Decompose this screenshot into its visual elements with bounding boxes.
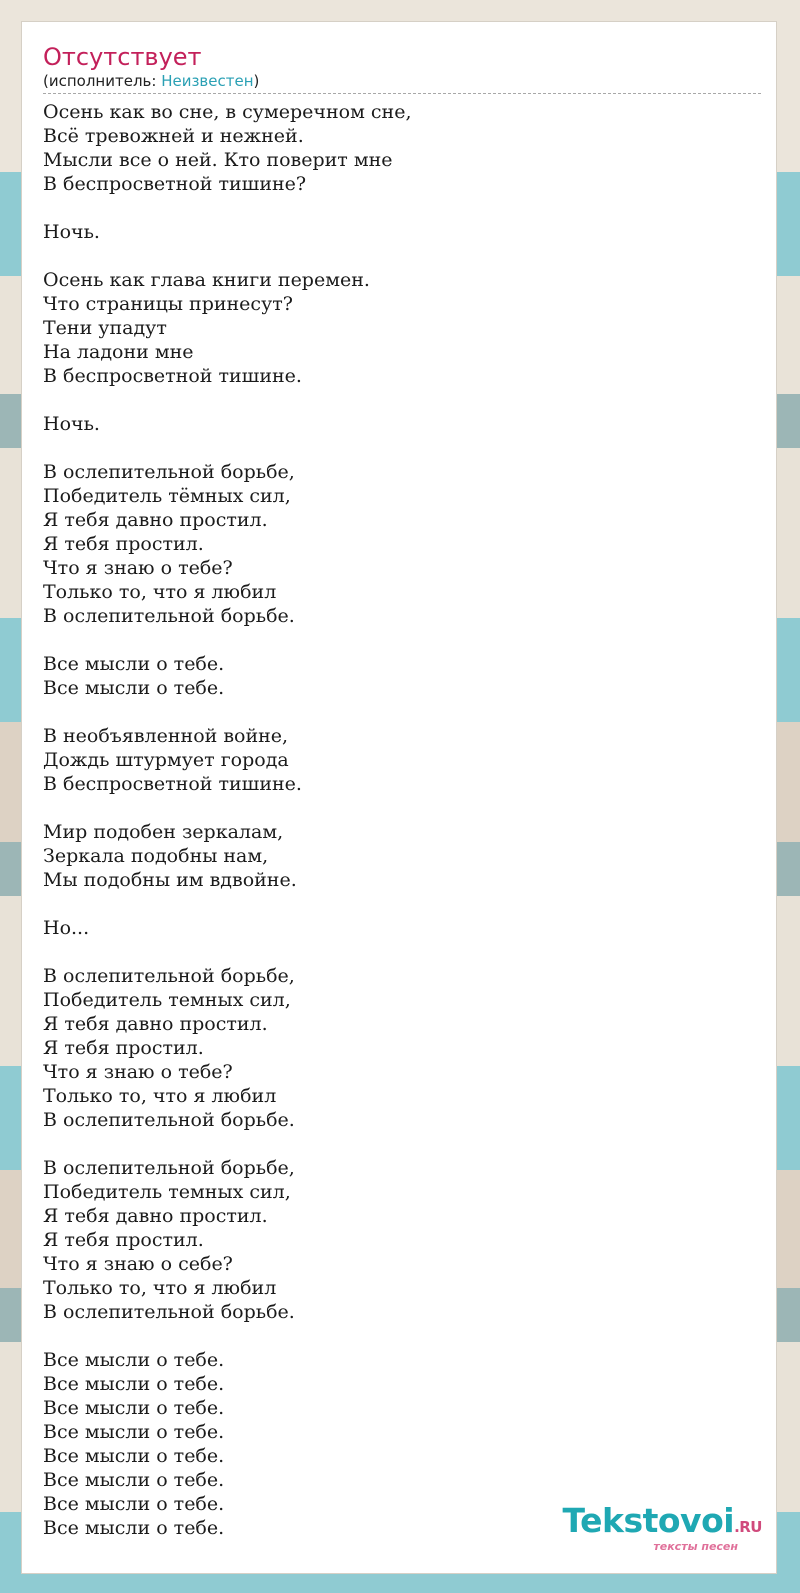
- lyric-line: Мы подобны им вдвойне.: [43, 869, 297, 891]
- lyric-line: Мир подобен зеркалам,: [43, 821, 284, 843]
- lyric-line: В ослепительной борьбе.: [43, 1301, 295, 1323]
- lyric-line: Что я знаю о себе?: [43, 1253, 233, 1275]
- song-title: Отсутствует: [43, 43, 202, 71]
- lyric-line: Зеркала подобны нам,: [43, 845, 269, 867]
- logo-tld: .RU: [734, 1518, 762, 1536]
- artist-link[interactable]: Неизвестен: [161, 72, 254, 90]
- lyric-line: Все мысли о тебе.: [43, 1517, 225, 1539]
- lyric-line: Я тебя простил.: [43, 1229, 204, 1251]
- lyric-line: Я тебя давно простил.: [43, 509, 268, 531]
- lyric-line: Все мысли о тебе.: [43, 1445, 225, 1467]
- lyric-line: Победитель темных сил,: [43, 989, 291, 1011]
- lyric-line: Только то, что я любил: [43, 1277, 277, 1299]
- lyric-line: Все мысли о тебе.: [43, 1421, 225, 1443]
- stanza-gap: [43, 196, 412, 220]
- lyric-line: Только то, что я любил: [43, 1085, 277, 1107]
- artist-byline: [43, 71, 761, 94]
- lyric-line: В беспросветной тишине?: [43, 173, 307, 195]
- stanza-gap: [43, 388, 412, 412]
- lyric-line: В ослепительной борьбе.: [43, 605, 295, 627]
- lyric-line: Победитель темных сил,: [43, 1181, 291, 1203]
- lyric-line: Всё тревожней и нежней.: [43, 125, 304, 147]
- logo-tagline: тексты песен: [653, 1540, 738, 1553]
- lyric-line: В необъявленной войне,: [43, 725, 289, 747]
- lyrics-text: [43, 100, 412, 1540]
- lyric-line: Дождь штурмует города: [43, 749, 289, 771]
- lyric-line: Но...: [43, 917, 90, 939]
- lyric-line: Все мысли о тебе.: [43, 1397, 225, 1419]
- artist-suffix: ): [253, 72, 260, 90]
- stanza-gap: [43, 1324, 412, 1348]
- lyric-line: Осень как глава книги перемен.: [43, 269, 370, 291]
- lyric-line: Все мысли о тебе.: [43, 1373, 225, 1395]
- stanza-gap: [43, 700, 412, 724]
- lyric-line: Я тебя простил.: [43, 533, 204, 555]
- lyric-line: На ладони мне: [43, 341, 194, 363]
- lyric-line: Что я знаю о тебе?: [43, 1061, 233, 1083]
- lyric-line: Что страницы принесут?: [43, 293, 293, 315]
- stanza-gap: [43, 628, 412, 652]
- logo-name: Tekstovoi: [562, 1501, 735, 1540]
- stanza-gap: [43, 1132, 412, 1156]
- lyric-line: В ослепительной борьбе,: [43, 965, 295, 987]
- lyric-line: Я тебя простил.: [43, 1037, 204, 1059]
- lyric-line: В ослепительной борьбе,: [43, 1157, 295, 1179]
- artist-prefix: (исполнитель:: [43, 72, 162, 90]
- lyric-line: Победитель тёмных сил,: [43, 485, 291, 507]
- lyric-line: Только то, что я любил: [43, 581, 277, 603]
- lyric-line: Я тебя давно простил.: [43, 1013, 268, 1035]
- lyric-line: Что я знаю о тебе?: [43, 557, 233, 579]
- lyric-line: Ночь.: [43, 221, 100, 243]
- lyric-line: Тени упадут: [43, 317, 167, 339]
- lyric-line: Все мысли о тебе.: [43, 653, 225, 675]
- lyric-line: В ослепительной борьбе.: [43, 1109, 295, 1131]
- stanza-gap: [43, 892, 412, 916]
- lyric-line: Ночь.: [43, 413, 100, 435]
- lyrics-card: [21, 21, 777, 1574]
- lyric-line: Мысли все о ней. Кто поверит мне: [43, 149, 393, 171]
- lyric-line: В ослепительной борьбе,: [43, 461, 295, 483]
- lyric-line: Осень как во сне, в сумеречном сне,: [43, 101, 412, 123]
- stanza-gap: [43, 796, 412, 820]
- stanza-gap: [43, 940, 412, 964]
- stanza-gap: [43, 436, 412, 460]
- lyric-line: Все мысли о тебе.: [43, 1349, 225, 1371]
- site-logo[interactable]: [562, 1501, 762, 1553]
- lyric-line: Все мысли о тебе.: [43, 1469, 225, 1491]
- lyric-line: В беспросветной тишине.: [43, 365, 302, 387]
- lyric-line: Я тебя давно простил.: [43, 1205, 268, 1227]
- lyric-line: Все мысли о тебе.: [43, 1493, 225, 1515]
- lyric-line: В беспросветной тишине.: [43, 773, 302, 795]
- lyric-line: Все мысли о тебе.: [43, 677, 225, 699]
- stanza-gap: [43, 244, 412, 268]
